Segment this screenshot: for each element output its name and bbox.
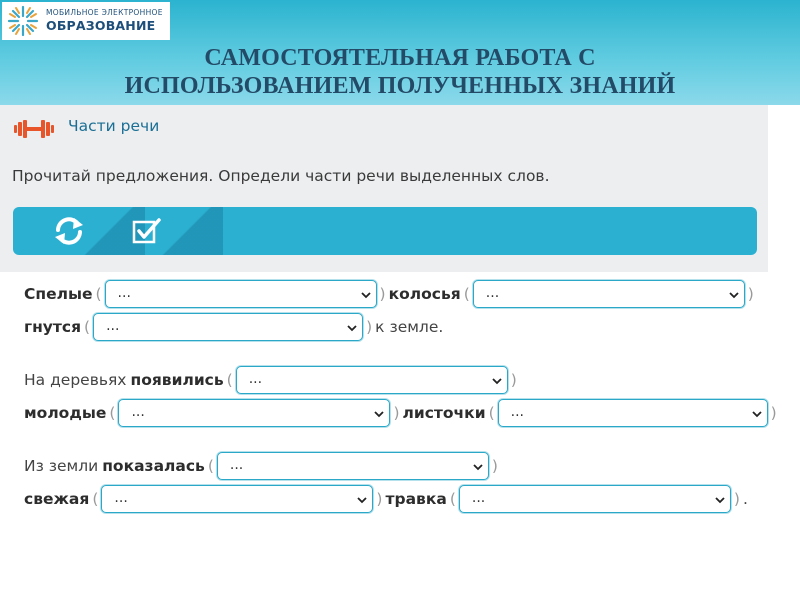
sentence-2-line-1 [24,366,520,394]
page-title [0,44,800,100]
logo-subtitle: МОБИЛЬНОЕ ЭЛЕКТРОННОЕ [46,8,163,17]
select-value: ... [485,285,500,301]
task-toolbar [13,207,757,255]
chevron-down-icon [473,462,483,472]
paren-close: ) [376,490,383,508]
sentence-2-line-2 [24,399,780,427]
select-value: ... [106,318,120,334]
logo-mark-icon [6,4,40,38]
sentence-3-end: . [742,490,748,508]
word-svezhaya: свежая [24,490,90,508]
word-listochki: листочки [402,404,486,422]
paren-open: ( [207,457,214,475]
check-button[interactable] [117,207,177,255]
paren-close: ) [510,371,517,389]
paren-open: ( [463,285,470,303]
chevron-down-icon [347,323,357,333]
sentence-3-lead: Из земли [24,457,99,475]
select-poyavilis[interactable] [236,366,508,394]
page-title-line2: ИСПОЛЬЗОВАНИЕМ ПОЛУЧЕННЫХ ЗНАНИЙ [124,73,676,99]
sentence-1-line-1 [24,280,757,308]
select-svezhaya[interactable] [101,485,373,513]
select-kolosya[interactable] [473,280,745,308]
chevron-down-icon [374,409,384,419]
logo [2,2,170,40]
word-poyavilis: появились [130,371,224,389]
check-icon [131,216,163,246]
sentence-3-line-1 [24,452,501,480]
select-listochki[interactable] [498,399,768,427]
task-panel [0,105,768,272]
slide-header [0,0,800,105]
select-spelye[interactable] [105,280,377,308]
task-title: Части речи [68,117,160,135]
chevron-down-icon [729,290,739,300]
word-travka: травка [385,490,447,508]
paren-open: ( [92,490,99,508]
select-value: ... [117,285,131,301]
word-pokazalas: показалась [102,457,205,475]
select-pokazalas[interactable] [217,452,489,480]
select-molodye[interactable] [118,399,390,427]
task-instruction: Прочитай предложения. Определи части речи выделенных слов. [12,167,550,185]
paren-open: ( [95,285,102,303]
sentence-2-lead: На деревьях [24,371,127,389]
chevron-down-icon [715,495,725,505]
chevron-down-icon [357,495,367,505]
paren-close: ) [366,318,373,336]
chevron-down-icon [492,376,502,386]
sentence-1-tail: к земле. [375,318,444,336]
paren-open: ( [488,404,495,422]
paren-close: ) [770,404,777,422]
select-value: ... [114,490,128,506]
paren-open: ( [84,318,91,336]
paren-close: ) [379,285,386,303]
reset-button[interactable] [39,207,99,255]
select-value: ... [248,371,263,387]
paren-close: ) [393,404,400,422]
word-gnutsya: гнутся [24,318,82,336]
paren-open: ( [449,490,456,508]
paren-close: ) [733,490,740,508]
select-value: ... [510,404,524,420]
page-title-line1: САМОСТОЯТЕЛЬНАЯ РАБОТА С [204,45,596,71]
sentence-3-line-2 [24,485,748,513]
select-travka[interactable] [459,485,731,513]
chevron-down-icon [752,409,762,419]
chevron-down-icon [361,290,371,300]
select-gnutsya[interactable] [93,313,363,341]
select-value: ... [131,404,145,420]
word-spelye: Спелые [24,285,93,303]
dumbbell-icon [14,119,54,139]
paren-open: ( [109,404,116,422]
paren-close: ) [491,457,498,475]
select-value: ... [471,490,486,506]
paren-close: ) [747,285,754,303]
sentence-1-line-2 [24,313,443,341]
logo-title: ОБРАЗОВАНИЕ [46,18,156,33]
word-molodye: молодые [24,404,107,422]
word-kolosya: колосья [388,285,461,303]
paren-open: ( [226,371,233,389]
select-value: ... [229,457,244,473]
refresh-icon [52,216,86,246]
